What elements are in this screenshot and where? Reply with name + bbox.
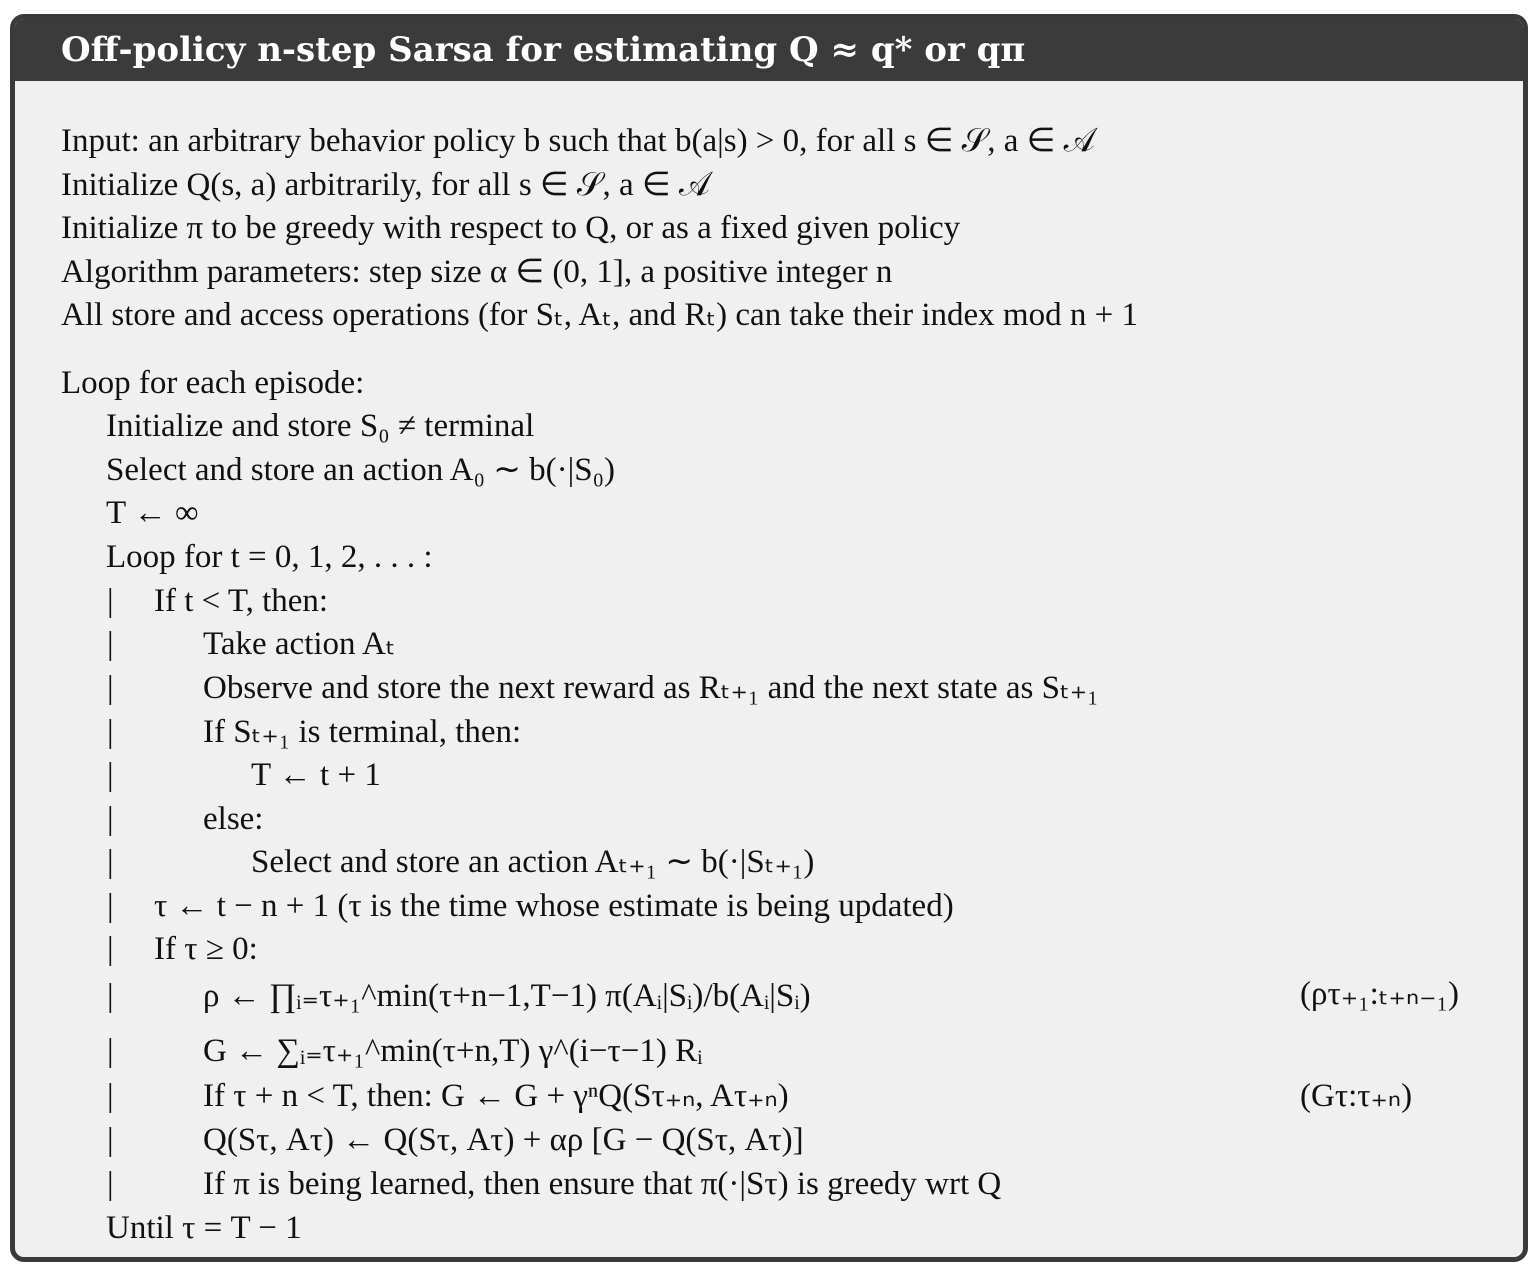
algorithm-box [10, 14, 1528, 1262]
loop-bar: | [107, 978, 114, 1014]
store-line: All store and access operations (for Sₜ, Aₜ, and Rₜ) can take their index mod n + 1 [61, 297, 1138, 333]
init-pi-line: Initialize π to be greedy with respect to Q, or as a fixed given policy [61, 210, 961, 246]
until-line: Until τ = T − 1 [106, 1210, 302, 1246]
loop-bar: | [107, 931, 114, 967]
tau-line: τ ← t − n + 1 (τ is the time whose estimate is being updated) [154, 888, 954, 924]
loop-bar: | [107, 1122, 114, 1158]
loop-bar: | [107, 583, 114, 619]
loop-bar: | [107, 1033, 114, 1069]
algorithm-title: Off-policy n-step Sarsa for estimating Q ≈ q* or qπ [15, 19, 1523, 81]
loop-bar: | [107, 844, 114, 880]
q-update-line: Q(Sτ, Aτ) ← Q(Sτ, Aτ) + αρ [G − Q(Sτ, Aτ)] [203, 1122, 804, 1158]
pi-greedy-line: If π is being learned, then ensure that π(·|Sτ) is greedy wrt Q [203, 1166, 1002, 1202]
rho-annotation: (ρτ₊₁:ₜ₊ₙ₋₁) [1300, 976, 1460, 1012]
input-line: Input: an arbitrary behavior policy b such that b(a|s) > 0, for all s ∈ 𝒮, a ∈ 𝒜 [61, 123, 1095, 159]
loop-bar: | [107, 1166, 114, 1202]
t-update-line: T ← t + 1 [251, 757, 381, 793]
rho-line: ρ ← ∏ᵢ₌τ₊₁^min(τ+n−1,T−1) π(Aᵢ|Sᵢ)/b(Aᵢ|Sᵢ) [203, 978, 811, 1014]
g-bootstrap-line: If τ + n < T, then: G ← G + γⁿQ(Sτ₊ₙ, Aτ₊ₙ) [203, 1078, 789, 1114]
params-line: Algorithm parameters: step size α ∈ (0, 1], a positive integer n [61, 254, 893, 290]
init-s0-line: Initialize and store S₀ ≠ terminal [106, 408, 535, 444]
loop-bar: | [107, 714, 114, 750]
if-terminal-line: If Sₜ₊₁ is terminal, then: [203, 714, 522, 750]
g-annotation: (Gτ:τ₊ₙ) [1300, 1078, 1413, 1114]
loop-t-line: Loop for t = 0, 1, 2, . . . : [106, 539, 433, 575]
loop-bar: | [107, 1078, 114, 1114]
observe-line: Observe and store the next reward as Rₜ₊₁ and the next state as Sₜ₊₁ [203, 670, 1099, 706]
loop-bar: | [107, 670, 114, 706]
take-action-line: Take action Aₜ [203, 626, 396, 662]
t-infinity-line: T ← ∞ [106, 495, 199, 531]
select-a0-line: Select and store an action A₀ ∼ b(·|S₀) [106, 452, 616, 488]
loop-bar: | [107, 801, 114, 837]
loop-bar: | [107, 626, 114, 662]
else-line: else: [203, 801, 264, 837]
select-next-action-line: Select and store an action Aₜ₊₁ ∼ b(·|Sₜ₊₁) [251, 844, 815, 880]
loop-episode-line: Loop for each episode: [61, 365, 365, 401]
if-tau-line: If τ ≥ 0: [154, 931, 258, 967]
init-q-line: Initialize Q(s, a) arbitrarily, for all s ∈ 𝒮, a ∈ 𝒜 [61, 167, 711, 203]
loop-bar: | [107, 757, 114, 793]
if-t-lt-T-line: If t < T, then: [154, 583, 329, 619]
loop-bar: | [107, 888, 114, 924]
g-sum-line: G ← ∑ᵢ₌τ₊₁^min(τ+n,T) γ^(i−τ−1) Rᵢ [203, 1033, 703, 1069]
